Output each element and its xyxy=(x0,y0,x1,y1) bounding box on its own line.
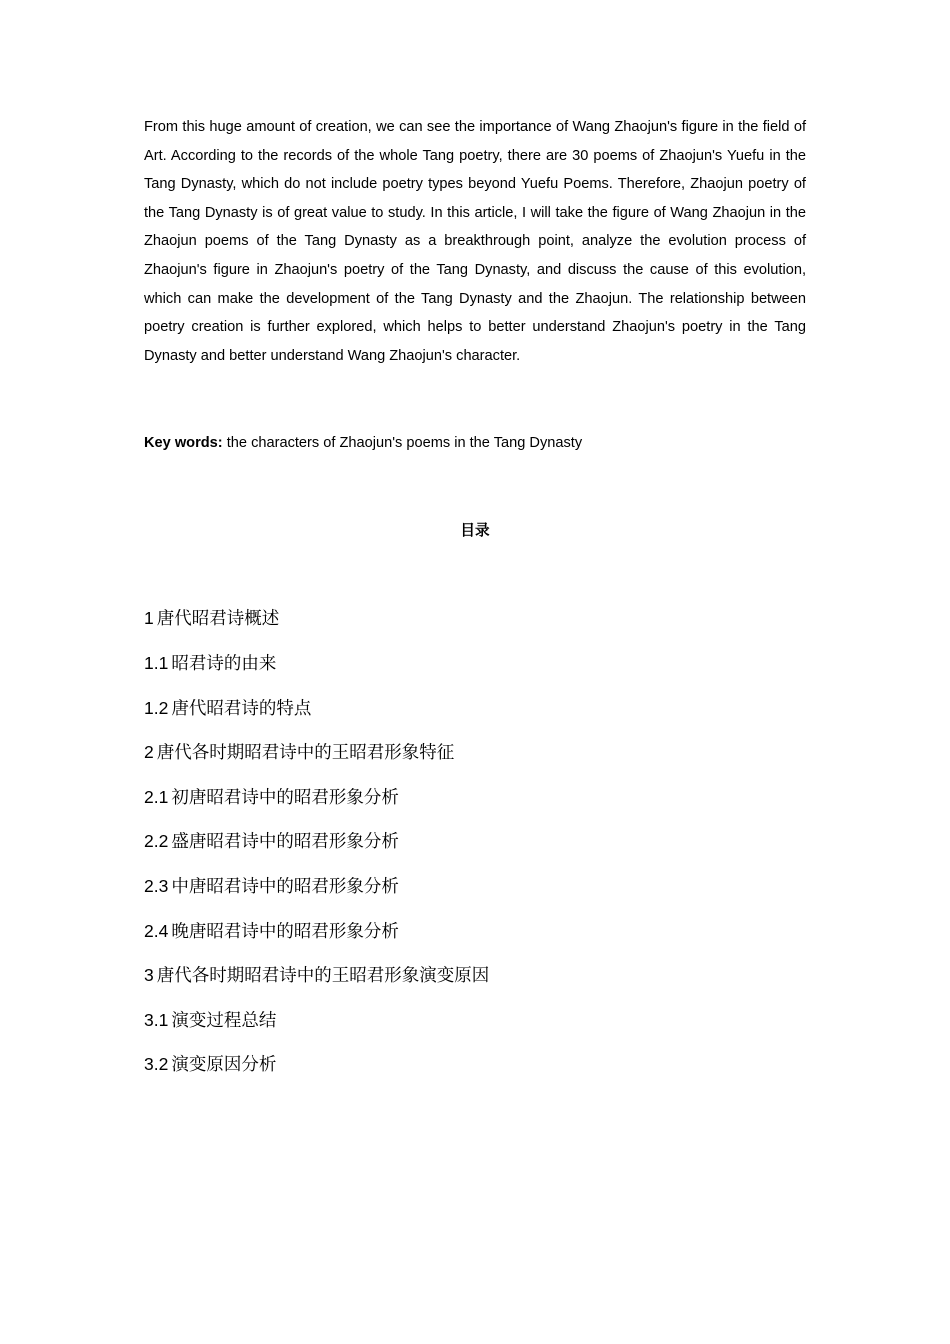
toc-item-number: 1.2 xyxy=(144,697,169,718)
toc-item-number: 1.1 xyxy=(144,652,169,673)
toc-item-label: 中唐昭君诗中的昭君形象分析 xyxy=(171,876,399,897)
toc-item-number: 2.3 xyxy=(144,875,169,896)
toc-item-number: 2.4 xyxy=(144,920,169,941)
toc-item xyxy=(144,694,806,722)
toc-item-number: 2.1 xyxy=(144,786,169,807)
toc-item xyxy=(144,649,806,677)
toc-item-number: 3.1 xyxy=(144,1009,169,1030)
keywords-label: Key words: xyxy=(144,435,223,452)
keywords-value: the characters of Zhaojun's poems in the Tang Dynasty xyxy=(222,435,583,452)
toc-item-label: 唐代各时期昭君诗中的王昭君形象特征 xyxy=(156,743,455,764)
toc-title: 目录 xyxy=(460,522,490,540)
toc-item-label: 演变原因分析 xyxy=(171,1055,277,1076)
toc-item-label: 唐代昭君诗概述 xyxy=(156,609,280,630)
abstract-paragraph: From this huge amount of creation, we can see the importance of Wang Zhaojun's figure in the field of Art. According to the records of the whole Tang poetry, there are 30 poems of Zhaojun's Yuefu in the Tang Dynasty, which do not include poetry types beyond Yuefu Poems. Therefore, Zhaojun poetry of the Tang Dynasty is of great value to study. In this article, I will take the figure of Wang Zhaojun in the Zhaojun poems of the Tang Dynasty as a breakthrough point, analyze the evolution process of Zhaojun's figure in Zhaojun's poetry of the Tang Dynasty, and discuss the cause of this evolution, which can make the development of the Tang Dynasty and the Zhaojun. The relationship between poetry creation is further explored, which helps to better understand Zhaojun's poetry in the Tang Dynasty and better understand Wang Zhaojun's character. xyxy=(144,119,806,364)
toc-item xyxy=(144,604,806,632)
toc-item-label: 晚唐昭君诗中的昭君形象分析 xyxy=(171,921,399,942)
toc-item-number: 3 xyxy=(144,965,154,986)
toc-item-label: 昭君诗的由来 xyxy=(171,653,277,674)
toc-list xyxy=(144,604,806,1078)
toc-item-number: 2.2 xyxy=(144,831,169,852)
toc-item xyxy=(144,872,806,900)
toc-item-label: 盛唐昭君诗中的昭君形象分析 xyxy=(171,832,399,853)
toc-item xyxy=(144,738,806,766)
toc-item-number: 2 xyxy=(144,742,154,763)
toc-item-label: 初唐昭君诗中的昭君形象分析 xyxy=(171,787,399,808)
toc-item-label: 唐代昭君诗的特点 xyxy=(171,698,312,719)
toc-item-number: 3.2 xyxy=(144,1054,169,1075)
toc-item xyxy=(144,1050,806,1078)
toc-item xyxy=(144,827,806,855)
toc-item xyxy=(144,961,806,989)
toc-item xyxy=(144,917,806,945)
toc-item-number: 1 xyxy=(144,608,154,629)
toc-item xyxy=(144,1006,806,1034)
toc-item-label: 唐代各时期昭君诗中的王昭君形象演变原因 xyxy=(156,966,490,987)
page-content xyxy=(144,113,806,1095)
keywords-line xyxy=(144,429,806,457)
toc-item-label: 演变过程总结 xyxy=(171,1010,277,1031)
toc-item xyxy=(144,783,806,811)
